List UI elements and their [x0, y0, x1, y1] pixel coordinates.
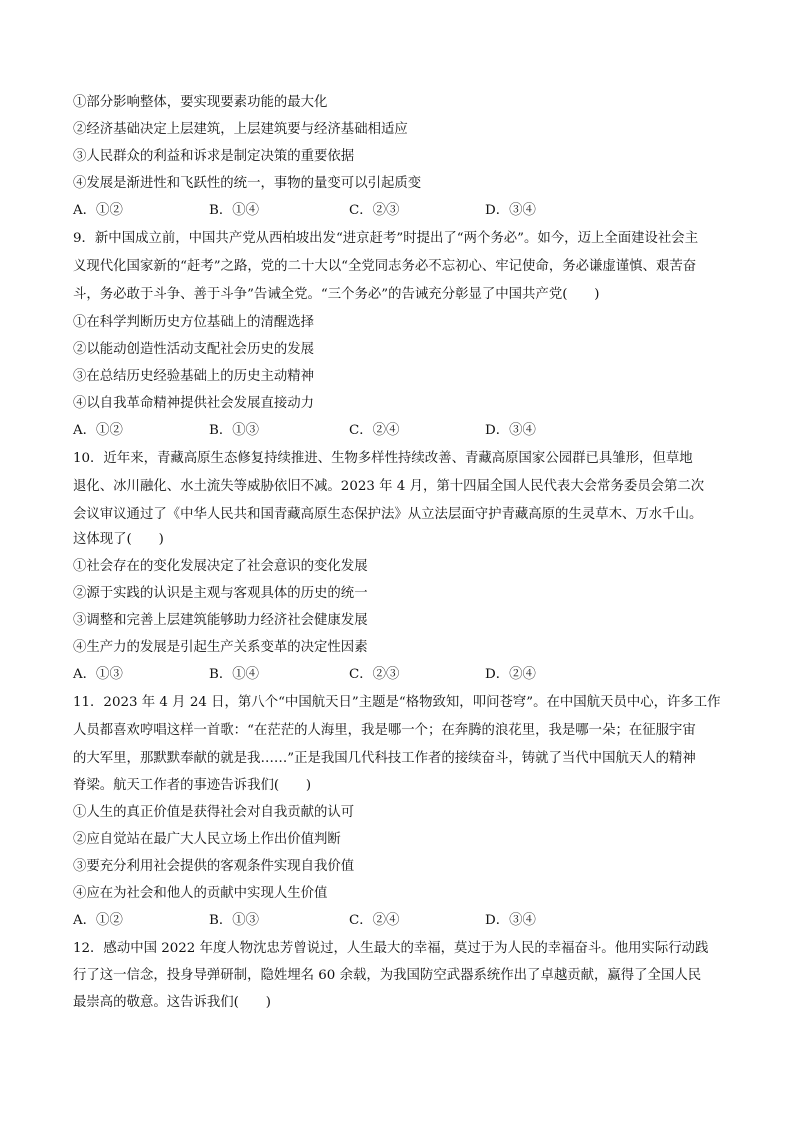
q9-option-3: ③在总结历史经验基础上的历史主动精神	[73, 369, 315, 384]
q10-answer-a: A．①③	[73, 667, 123, 682]
q11-option-4: ④应在为社会和他人的贡献中实现人生价值	[73, 886, 328, 901]
q12-stem-line-1: 12．感动中国 2022 年度人物沈忠芳曾说过，人生最大的幸福，莫过于为人民的幸福奋斗。他用实际行动践	[73, 941, 709, 956]
q9-answer-c: C．②④	[349, 423, 400, 438]
q11-answer-d: D．③④	[485, 913, 536, 928]
q11-stem-line-1: 11．2023 年 4 月 24 日，第八个“中国航天日”主题是“格物致知，叩问苍穹”。在中国航天员中心，许多工作	[73, 695, 721, 710]
q10-answer-c: C．②③	[349, 667, 400, 682]
q9-stem-line-2: 义现代化国家新的“赶考”之路，党的二十大以“全党同志务必不忘初心、牢记使命，务必谦虚谨慎、艰苦奋	[73, 259, 697, 274]
q9-answer-a: A．①②	[73, 423, 123, 438]
q11-answer-a: A．①②	[73, 913, 123, 928]
q11-stem-line-2: 人员都喜欢哼唱这样一首歌：“在茫茫的人海里，我是哪一个；在奔腾的浪花里，我是哪一朵；在征服宇宙	[73, 723, 696, 738]
q8-answer-b: B．①④	[209, 203, 260, 218]
q11-stem-line-3: 的大军里，那默默奉献的就是我……”正是我国几代科技工作者的接续奋斗，铸就了当代中国航天人的精神	[73, 751, 696, 766]
q8-answer-a: A．①②	[73, 203, 123, 218]
q8-answer-d: D．③④	[485, 203, 536, 218]
q9-option-1: ①在科学判断历史方位基础上的清醒选择	[73, 315, 315, 330]
q11-answer-row	[73, 912, 633, 930]
q10-option-1: ①社会存在的变化发展决定了社会意识的变化发展	[73, 559, 368, 574]
q9-stem-line-3: 斗，务必敢于斗争、善于斗争”告诫全党。“三个务必”的告诫充分彰显了中国共产党( )	[73, 287, 600, 302]
q10-option-4: ④生产力的发展是引起生产关系变革的决定性因素	[73, 640, 368, 655]
q10-answer-b: B．①④	[209, 667, 260, 682]
q11-answer-c: C．②④	[349, 913, 400, 928]
q8-answer-row	[73, 202, 633, 220]
q10-stem-line-3: 会议审议通过了《中华人民共和国青藏高原生态保护法》从立法层面守护青藏高原的生灵草木、万水千山。	[73, 507, 703, 522]
q9-stem-line-1: 9．新中国成立前，中国共产党从西柏坡出发“进京赶考”时提出了“两个务必”。如今，迈上全面建设社会主	[73, 231, 699, 246]
q10-stem-line-1: 10．近年来，青藏高原生态修复持续推进、生物多样性持续改善、青藏高原国家公园群已具雏形，但草地	[73, 451, 693, 466]
q12-stem-line-2: 行了这一信念，投身导弹研制，隐姓埋名 60 余载，为我国防空武器系统作出了卓越贡献，赢得了全国人民	[73, 968, 702, 983]
q10-stem-line-4: 这体现了( )	[73, 532, 164, 547]
q11-stem-line-4: 脊梁。航天工作者的事迹告诉我们( )	[73, 778, 312, 793]
q10-option-3: ③调整和完善上层建筑能够助力经济社会健康发展	[73, 613, 368, 628]
q12-stem-line-3: 最崇高的敬意。这告诉我们( )	[73, 995, 271, 1010]
q8-option-3: ③人民群众的利益和诉求是制定决策的重要依据	[73, 149, 355, 164]
q8-option-4: ④发展是渐进性和飞跃性的统一，事物的量变可以引起质变	[73, 176, 422, 191]
q10-option-2: ②源于实践的认识是主观与客观具体的历史的统一	[73, 586, 368, 601]
q11-option-1: ①人生的真正价值是获得社会对自我贡献的认可	[73, 805, 355, 820]
q9-answer-d: D．③④	[485, 423, 536, 438]
q9-option-4: ④以自我革命精神提供社会发展直接动力	[73, 396, 315, 411]
q10-stem-line-2: 退化、冰川融化、水土流失等威胁依旧不减。2023 年 4 月，第十四届全国人民代表大会常务委员会第二次	[73, 479, 705, 494]
q9-answer-row	[73, 422, 633, 440]
q11-answer-b: B．①③	[209, 913, 260, 928]
q9-answer-b: B．①③	[209, 423, 260, 438]
q8-answer-c: C．②③	[349, 203, 400, 218]
q11-option-2: ②应自觉站在最广大人民立场上作出价值判断	[73, 832, 341, 847]
q8-option-1: ①部分影响整体，要实现要素功能的最大化	[73, 95, 328, 110]
q10-answer-d: D．②④	[485, 667, 536, 682]
q10-answer-row	[73, 666, 633, 684]
q8-option-2: ②经济基础决定上层建筑，上层建筑要与经济基础相适应	[73, 122, 408, 137]
q9-option-2: ②以能动创造性活动支配社会历史的发展	[73, 342, 315, 357]
q11-option-3: ③要充分利用社会提供的客观条件实现自我价值	[73, 859, 355, 874]
